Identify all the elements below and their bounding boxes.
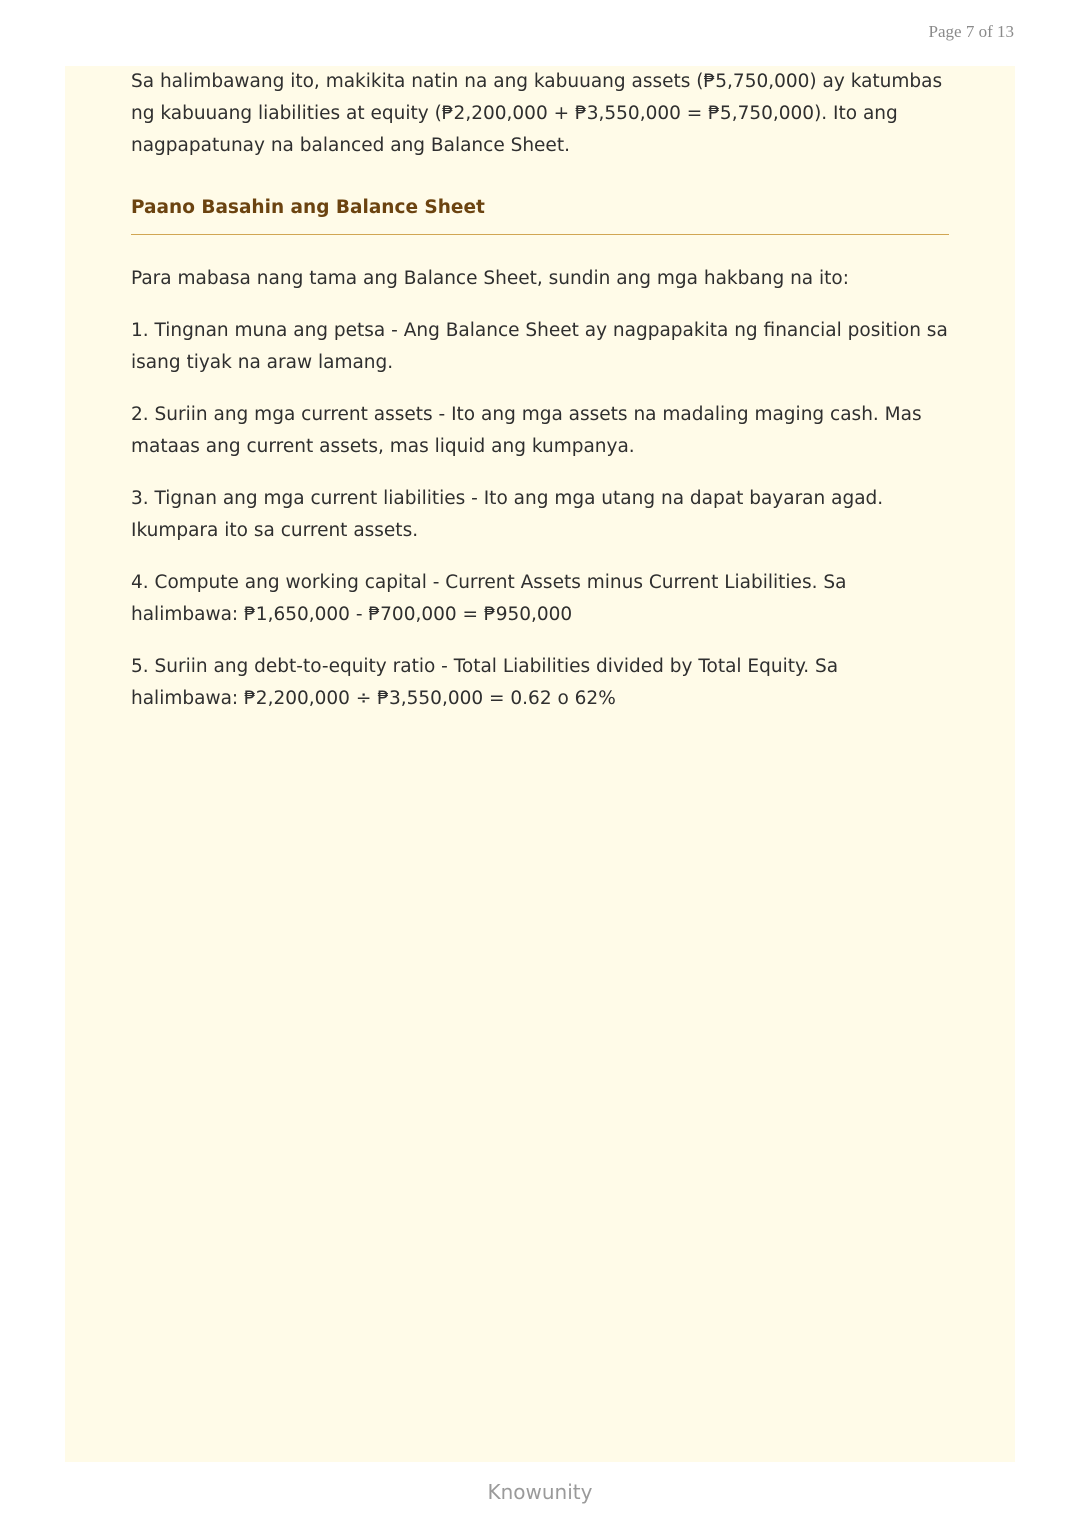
step-item-2: 2. Suriin ang mga current assets - Ito ang mga assets na madaling maging cash. Mas mataas ang current assets, mas liquid ang kumpanya. <box>131 404 922 457</box>
step-item-3: 3. Tignan ang mga current liabilities - Ito ang mga utang na dapat bayaran agad. Ikumpara ito sa current assets. <box>131 488 884 541</box>
step-item-5: 5. Suriin ang debt-to-equity ratio - Total Liabilities divided by Total Equity. Sa halimbawa: ₱2,200,000 ÷ ₱3,550,000 = 0.62 o 62% <box>131 656 839 709</box>
section-divider <box>131 234 949 235</box>
page-number: Page 7 of 13 <box>928 22 1014 41</box>
lead-paragraph: Para mabasa nang tama ang Balance Sheet, sundin ang mga hakbang na ito: <box>131 268 849 289</box>
intro-paragraph: Sa halimbawang ito, makikita natin na ang kabuuang assets (₱5,750,000) ay katumbas ng kabuuang liabilities at equity (₱2,200,000 + ₱3,550,000 = ₱5,750,000). Ito ang nagpapatunay na balanced ang Balance Sheet. <box>131 71 943 156</box>
document-content <box>131 66 951 715</box>
step-item-1: 1. Tingnan muna ang petsa - Ang Balance Sheet ay nagpapakita ng financial position sa isang tiyak na araw lamang. <box>131 320 948 373</box>
section-heading: Paano Basahin ang Balance Sheet <box>131 197 485 218</box>
footer-brand: Knowunity <box>487 1480 593 1504</box>
step-item-4: 4. Compute ang working capital - Current Assets minus Current Liabilities. Sa halimbawa: ₱1,650,000 - ₱700,000 = ₱950,000 <box>131 572 847 625</box>
content-panel <box>65 66 1015 1462</box>
